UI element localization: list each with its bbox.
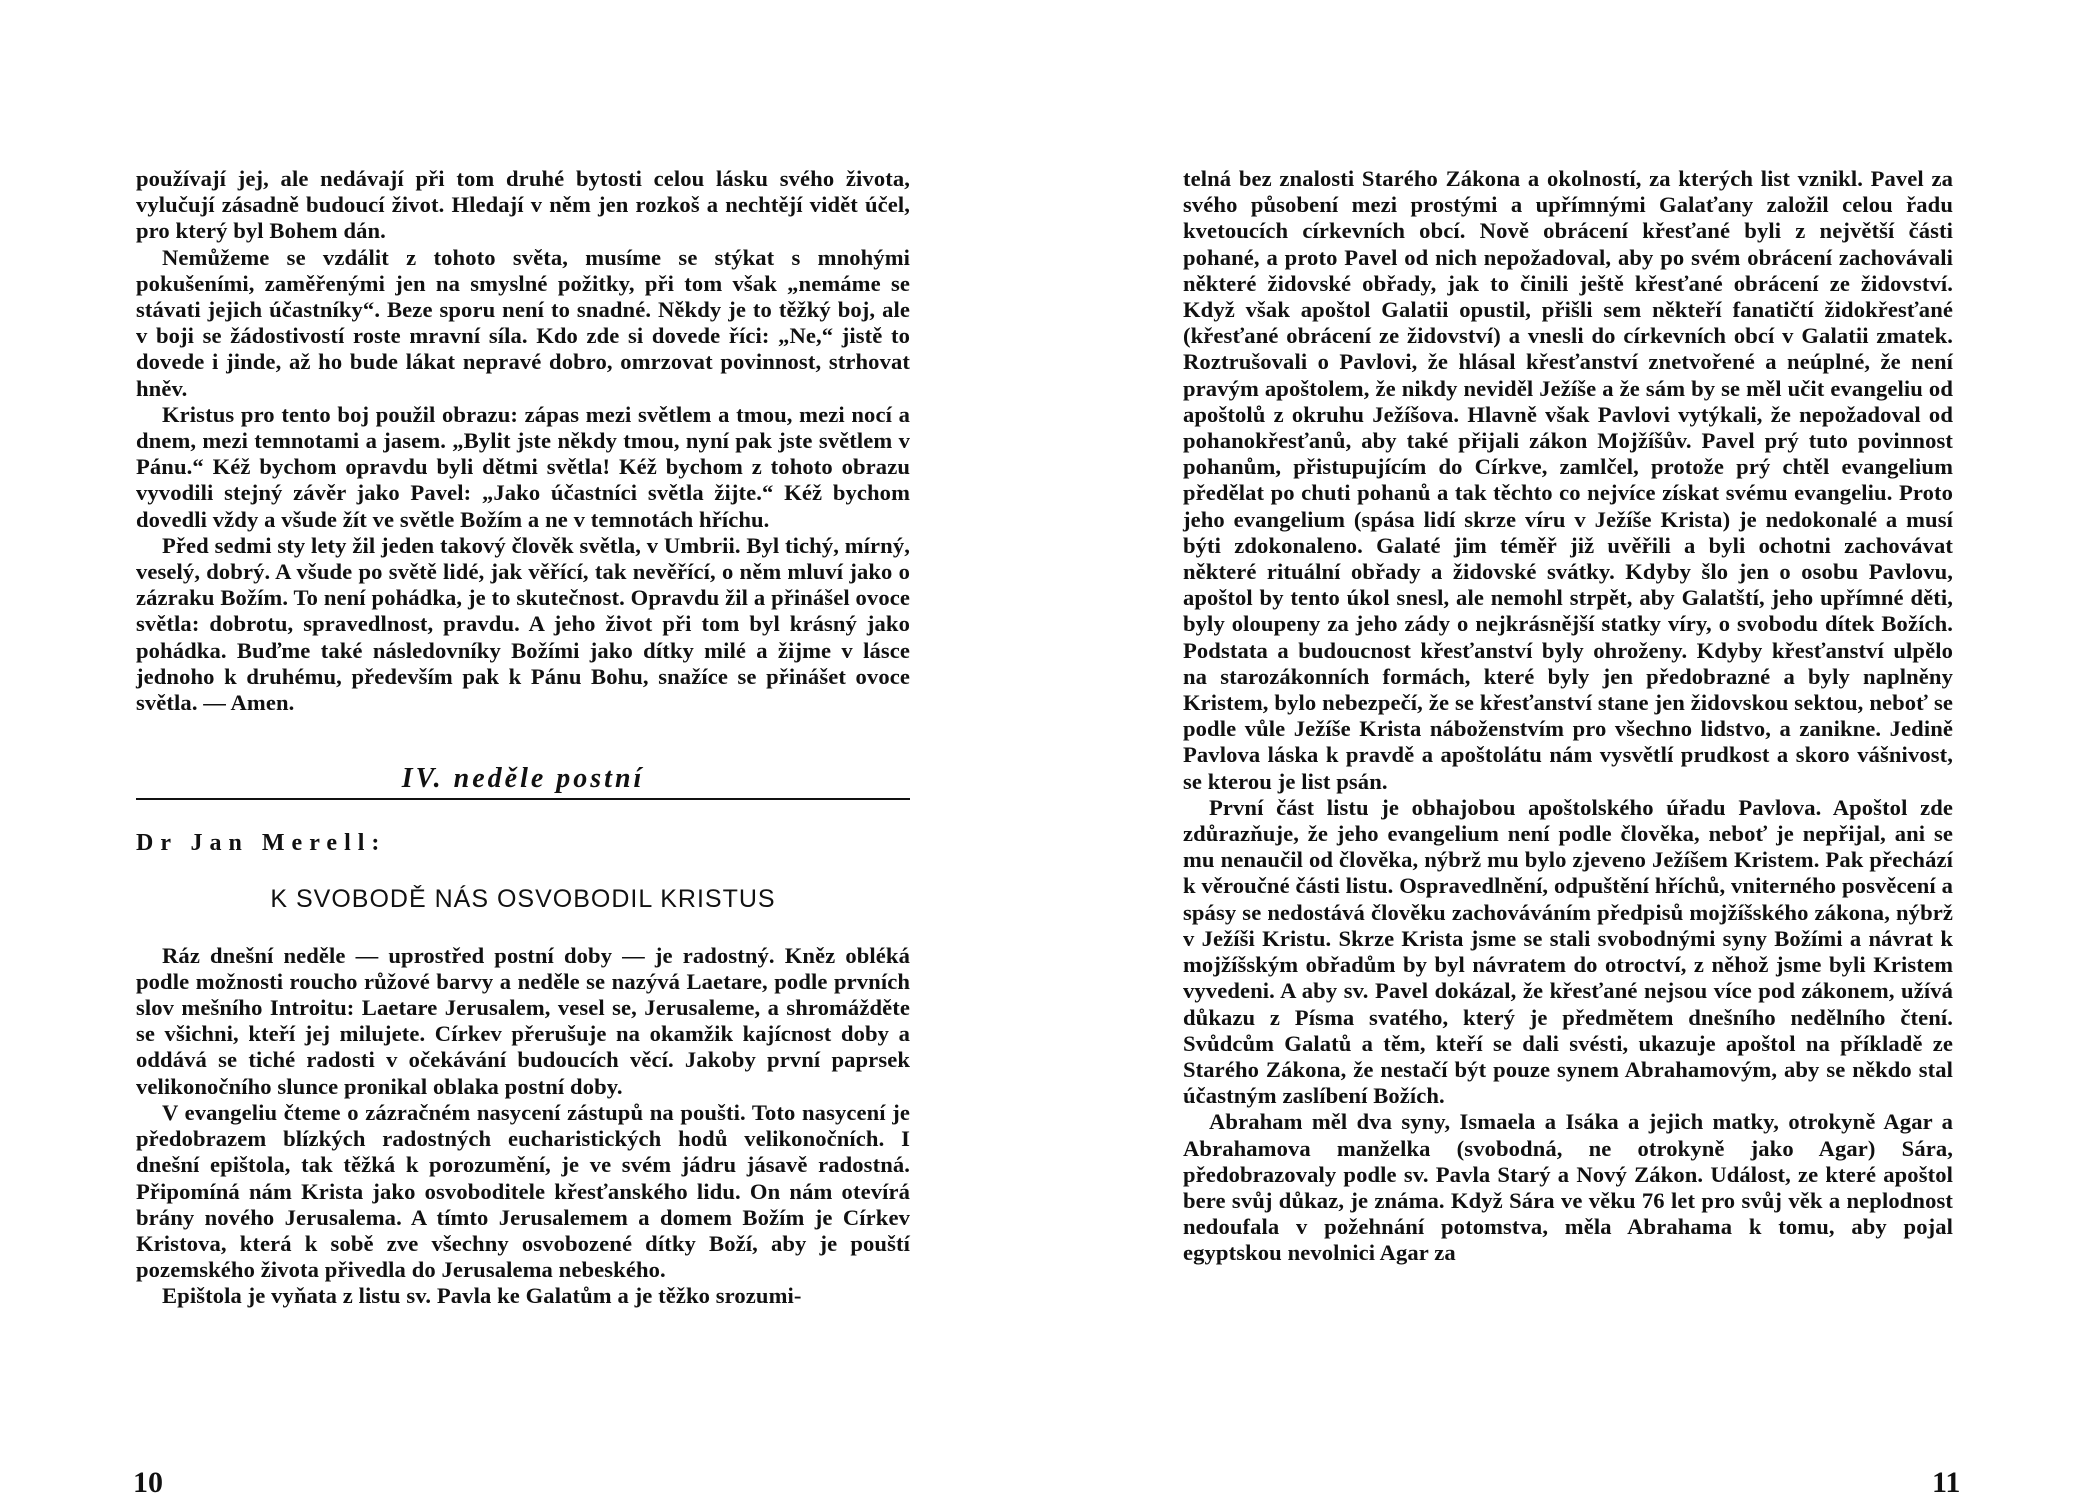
right-page (1043, 0, 2086, 1500)
paragraph: Abraham měl dva syny, Ismaela a Isáka a jejich matky, otrokyně Agar a Abrahamova manželka (svobodná, ne otrokyně jako Agar) Sára, předobrazovaly podle sv. Pavla Starý a Nový Zákon. Událost, ze které apoštol bere svůj důkaz, je známa. Když Sára ve věku 76 let pro svůj věk a neplodnost nedoufala v požehnání potomstva, měla Abrahama k tomu, aby pojal egyptskou nevolnici Agar za (1183, 1109, 1953, 1266)
author-line: Dr Jan Merell: (136, 830, 387, 857)
page-number-left: 10 (133, 1466, 163, 1499)
right-page-text-column (1183, 166, 1953, 1267)
paragraph: Před sedmi sty lety žil jeden takový člověk světla, v Umbrii. Byl tichý, mírný, veselý, dobrý. A všude po světě lidé, jak věřící, tak nevěřící, o něm mluví jako o zázraku Božím. To není pohádka, je to skutečnost. Opravdu žil a přinášel ovoce světla: dobrotu, spravedlnost, pravdu. A jeho život při tom byl krásný jako pohádka. Buďme také následovníky Božími jako dítky milé a žijme v lásce jednoho k druhému, především pak k Pánu Bohu, snažíce se přinášet ovoce světla. — Amen. (136, 532, 910, 716)
left-page-text-column (136, 166, 910, 1310)
paragraph: telná bez znalosti Starého Zákona a okolností, za kterých list vznikl. Pavel za svého působení mezi prostými a upřímnými Galaťany založil celou řadu kvetoucích církevních obcí. Nově obrácení křesťané byli z největší části pohané, a proto Pavel od nich nepožadoval, aby po svém obrácení zachovávali některé židovské obřady, jak to činili ještě křesťané obrácení ze židovství. Když však apoštol Galatii opustil, přišli sem někteří fanatičtí židokřesťané (křesťané obrácení ze židovství) a vnesli do církevních obcí v Galatii zmatek. Roztrušovali o Pavlovi, že hlásal křesťanství znetvořené a neúplné, že není pravým apoštolem, že nikdy neviděl Ježíše a že sám by se měl učit evangeliu od apoštolů z okruhu Ježíšova. Hlavně však Pavlovi vytýkali, že nepožadoval od pohanokřesťanů, aby také přijali zákon Mojžíšův. Pavel prý tuto povinnost pohanům, přistupujícím do Církve, zamlčel, protože prý chtěl evangelium předělat po chuti pohanů a tak těchto co nejvíce získat svému evangeliu. Proto jeho evangelium (spása lidí skrze víru v Ježíše Krista) je nedokonalé a musí býti zdokonaleno. Galaté jim téměř již uvěřili a byli ochotni zachovávat některé rituální obřady a židovské svátky. Kdyby šlo jen o osobu Pavlovu, apoštol by tento úkol snesl, ale nemohl strpět, aby Galatští, jeho upřímné děti, byly oloupeny za jeho zády o nejkrásnější statky víry, o svobodu dítek Božích. Podstata a budoucnost křesťanství byly ohroženy. Kdyby křesťanství ulpělo na starozákonních formách, které byly jen předobrazné a byly naplněny Kristem, bylo nebezpečí, že se křesťanství stane jen židovskou sektou, neboť se podle vůle Ježíše Krista náboženstvím pro všechno lidstvo, a zanikne. Jedině Pavlova láska k pravdě a apoštolátu nám vysvětlí prudkost a skoro vášnivost, se kterou je list psán. (1183, 166, 1953, 794)
paragraph: používají jej, ale nedávají při tom druhé bytosti celou lásku svého života, vylučují zásadně budoucí život. Hledají v něm jen rozkoš a nechtějí vidět účel, pro který byl Bohem dán. (136, 166, 910, 244)
section-header (136, 762, 910, 912)
paragraph: Ráz dnešní neděle — uprostřed postní doby — je radostný. Kněz obléká podle možnosti roucho růžové barvy a neděle se nazývá Laetare, podle prvních slov mešního Introitu: Laetare Jerusalem, vesel se, Jerusaleme, a shromážděte se všichni, kteří jej milujete. Církev přerušuje na okamžik kajícnost doby a oddává se tiché radosti v očekávání budoucích věcí. Jakoby první paprsek velikonočního slunce pronikal oblaka postní doby. (136, 942, 910, 1099)
article-title: K SVOBODĚ NÁS OSVOBODIL KRISTUS (270, 885, 776, 914)
paragraph: Kristus pro tento boj použil obrazu: zápas mezi světlem a tmou, mezi nocí a dnem, mezi temnotami a jasem. „Bylit jste někdy tmou, nyní pak jste světlem v Pánu.“ Kéž bychom opravdu byli dětmi světla! Kéž bychom z tohoto obrazu vyvodili stejný závěr jako Pavel: „Jako účastníci světla žijte.“ Kéž bychom dovedli vždy a všude žít ve světle Božím a ne v temnotách hříchu. (136, 401, 910, 532)
section-heading: IV. neděle postní (136, 762, 910, 800)
paragraph: V evangeliu čteme o zázračném nasycení zástupů na poušti. Toto nasycení je předobrazem blízkých radostných eucharistických hodů velikonočních. I dnešní epištola, tak těžká k porozumění, je ve svém jádru jásavě radostná. Připomíná nám Krista jako osvoboditele křesťanského lidu. On nám otevírá brány nového Jerusalema. A tímto Jerusalemem a domem Božím je Církev Kristova, která k sobě zve všechny osvobozené dítky Boží, aby je pouští pozemského života přivedla do Jerusalema nebeského. (136, 1099, 910, 1283)
paragraph: První část listu je obhajobou apoštolského úřadu Pavlova. Apoštol zde zdůrazňuje, že jeho evangelium není podle člověka, neboť je nepřijal, ani se mu nenaučil od člověka, nýbrž mu bylo zjeveno Ježíšem Kristem. Pak přechází k věroučné části listu. Ospravedlnění, odpuštění hříchů, vniterného posvěcení a spásy se nedostává člověku zachováváním předpisů mojžíšského zákona, nýbrž v Ježíši Kristu. Skrze Krista jsme se stali svobodnými syny Božími a návrat k mojžíšským obřadům by byl návratem do otroctví, z něhož jsme byli Kristem vyvedeni. A aby sv. Pavel dokázal, že křesťané nejsou více pod zákonem, užívá důkazu z Písma svatého, který je předmětem dnešního nedělního čtení. Svůdcům Galatů a těm, kteří se dali svésti, ukazuje apoštol na příkladě ze Starého Zákona, že nestačí být pouze synem Abrahamovým, aby se někdo stal účastným zaslíbení Božích. (1183, 794, 1953, 1109)
page-number-right: 11 (1932, 1466, 1961, 1499)
paragraph: Epištola je vyňata z listu sv. Pavla ke Galatům a je těžko srozumi- (162, 1283, 802, 1309)
paragraph: Nemůžeme se vzdálit z tohoto světa, musíme se stýkat s mnohými pokušeními, zaměřenými jen na smyslné požitky, při tom však „nemáme se stávati jejich účastníky“. Beze sporu není to snadné. Někdy je to těžký boj, ale v boji se žádostivostí roste mravní síla. Kdo zde si dovede říci: „Ne,“ jistě to dovede i jinde, až ho bude lákat nepravé dobro, omrzovat povinnost, strhovat hněv. (136, 244, 910, 401)
